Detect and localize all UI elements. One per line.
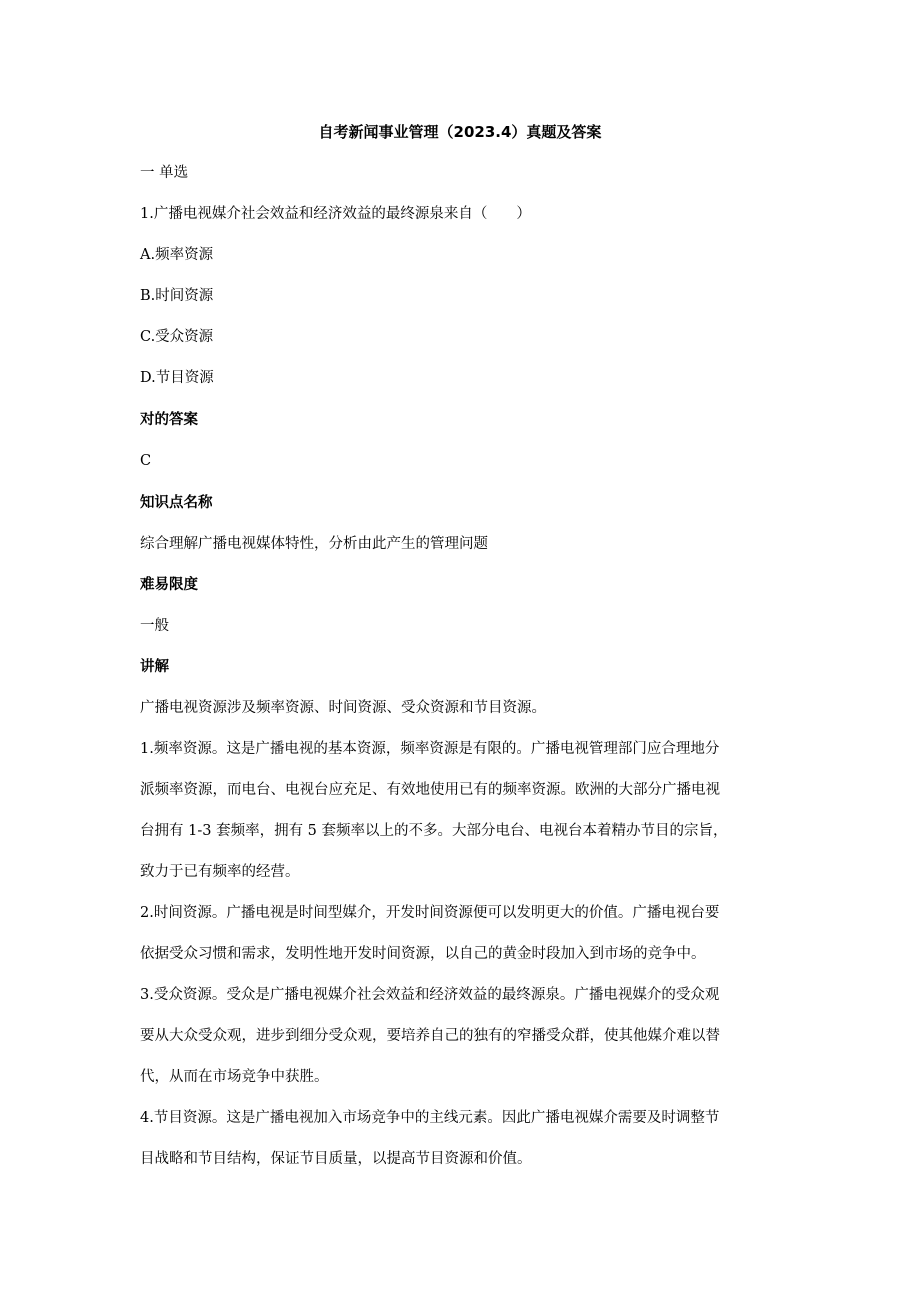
explanation-p1-line: 1.频率资源。这是广播电视的基本资源，频率资源是有限的。广播电视管理部门应合理地分 — [140, 741, 720, 757]
difficulty-heading: 难易限度 — [140, 577, 198, 593]
question-stem: 1.广播电视媒介社会效益和经济效益的最终源泉来自（ ） — [140, 206, 531, 222]
explanation-p1-line: 台拥有 1-3 套频率，拥有 5 套频率以上的不多。大部分电台、电视台本着精办节目的宗旨， — [140, 823, 728, 839]
explanation-p1-line: 致力于已有频率的经营。 — [140, 864, 300, 880]
option-b: B.时间资源 — [140, 288, 214, 304]
explanation-heading: 讲解 — [140, 659, 169, 675]
answer-heading: 对的答案 — [140, 412, 198, 428]
explanation-intro: 广播电视资源涉及频率资源、时间资源、受众资源和节目资源。 — [140, 700, 546, 716]
section-heading: 一 单选 — [140, 165, 189, 181]
explanation-p2-line: 2.时间资源。广播电视是时间型媒介，开发时间资源便可以发明更大的价值。广播电视台要 — [140, 905, 720, 921]
document-title: 自考新闻事业管理（2023.4）真题及答案 — [318, 123, 602, 141]
explanation-p2-line: 依据受众习惯和需求，发明性地开发时间资源，以自己的黄金时段加入到市场的竞争中。 — [140, 946, 706, 962]
explanation-p3-line: 3.受众资源。受众是广播电视媒介社会效益和经济效益的最终源泉。广播电视媒介的受众观 — [140, 987, 720, 1003]
option-c: C.受众资源 — [140, 329, 214, 345]
answer-value: C — [140, 453, 152, 469]
explanation-p4-line: 4.节目资源。这是广播电视加入市场竞争中的主线元素。因此广播电视媒介需要及时调整节 — [140, 1110, 720, 1126]
option-a: A.频率资源 — [140, 247, 214, 263]
knowledge-heading: 知识点名称 — [140, 495, 213, 511]
explanation-p4-line: 目战略和节目结构，保证节目质量，以提高节目资源和价值。 — [140, 1151, 532, 1167]
difficulty-value: 一般 — [140, 618, 169, 634]
explanation-p1-line: 派频率资源，而电台、电视台应充足、有效地使用已有的频率资源。欧洲的大部分广播电视 — [140, 782, 720, 798]
explanation-p3-line: 要从大众受众观，进步到细分受众观，要培养自己的独有的窄播受众群，使其他媒介难以替 — [140, 1028, 720, 1044]
option-d: D.节目资源 — [140, 370, 214, 386]
explanation-p3-line: 代，从而在市场竞争中获胜。 — [140, 1069, 329, 1085]
knowledge-value: 综合理解广播电视媒体特性，分析由此产生的管理问题 — [140, 536, 488, 552]
